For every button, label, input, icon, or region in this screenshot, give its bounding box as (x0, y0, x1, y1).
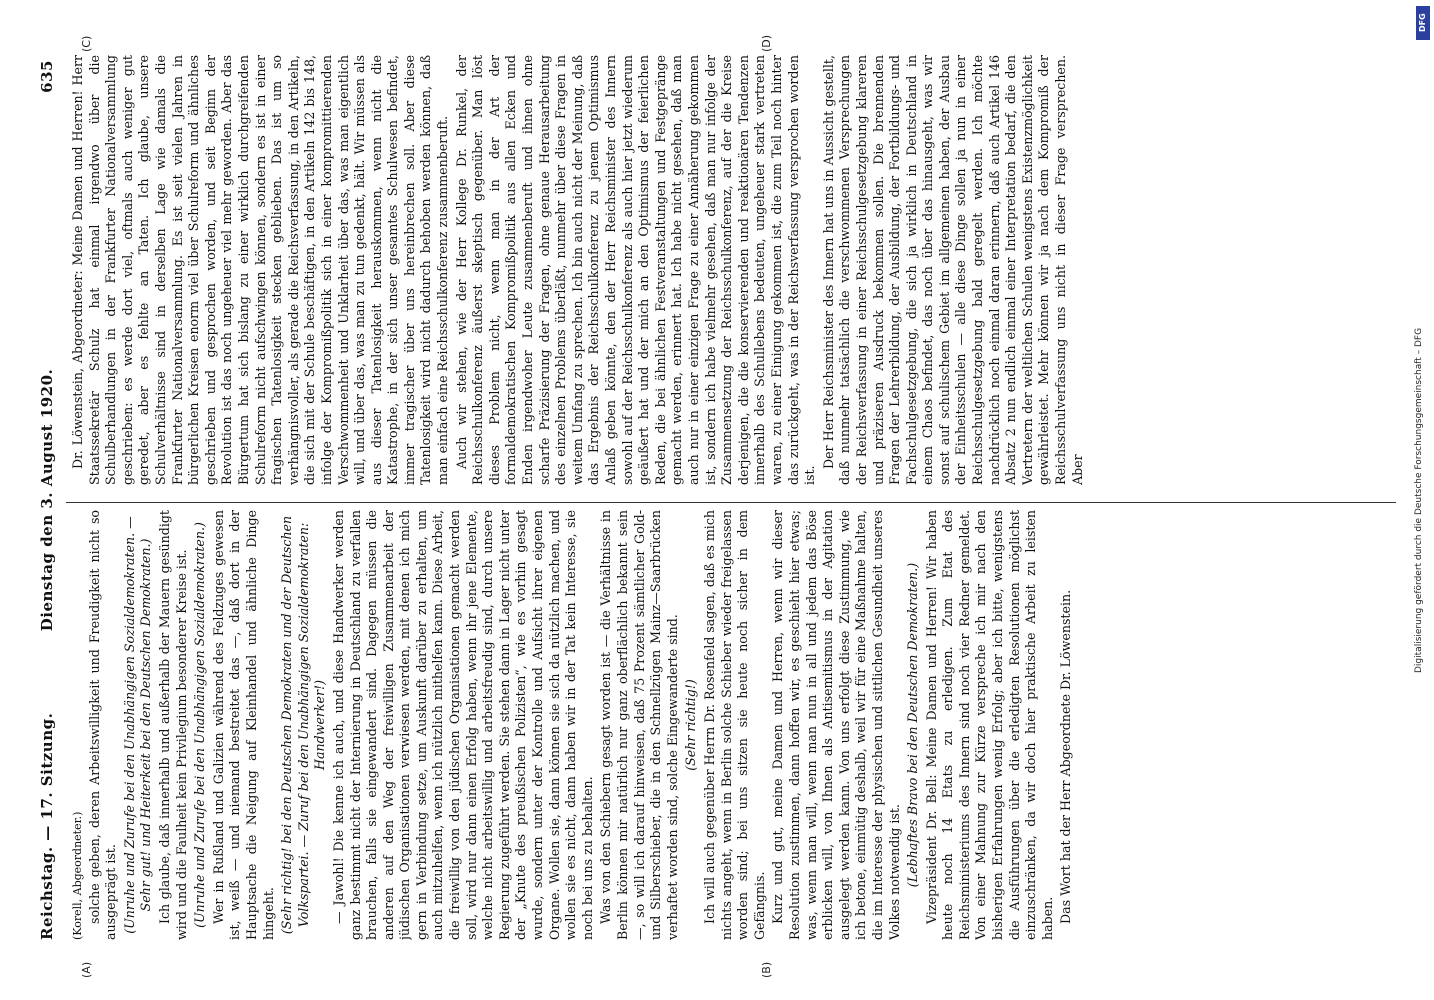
left-paragraph: Was von den Schiebern gesagt worden ist — die Verhältnisse in Berlin können mir natürlich nur ganz oberflächlich bekannt sein —, so will ich darauf hinweisen, daß 75 Prozent sämtlicher Gold- und Silberschieber, die in den Schnellzügen Mainz—Saarbrücken verhaftet worden sind, solche Eingewanderte sind. (598, 510, 680, 940)
dfg-logo: DFG (1416, 6, 1430, 40)
page-header (38, 60, 62, 940)
page-number: 635 (38, 60, 56, 93)
left-paragraph: Ich glaube, daß innerhalb und außerhalb der Mauern gesündigt wird und die Faulheit kein Privilegium besonderer Kreise ist. (156, 510, 189, 940)
left-paragraph: Kurz und gut, meine Damen und Herren, wenn wir dieser Resolution zustimmen, dann hoffen wir, es geschieht hier etwas; was, wenn man will, wenn man nun in all und jedem das Böse erblicken will, von Ihnen als Antisemitismus in der Agitation ausgelegt werden kann. Von uns erfolgt diese Zustimmung, wie ich betone, einmütig deshalb, weil wir für eine Maßnahme halten, die im Interesse der physischen und sittlichen Gesundheit unseres Volkes notwendig ist. (770, 510, 902, 940)
left-interjection: (Unruhe und Zurufe bei den Unabhängigen Sozialdemokraten.) (192, 522, 208, 928)
left-paragraph: Vizepräsident Dr. Bell: Meine Damen und Herren! Wir haben heute noch 14 Etats zu erledigen. Zum Etat des Reichsministeriums des Innern sind noch vier Redner gemeldet. Von einer Mahnung zur Kürze verspreche ich mir nach den bisherigen Erfahrungen wenig Erfolg; aber ich bitte, wenigstens die Ausführungen über die erledigten Resolutionen möglichst einzuschränken, da wir doch hier praktische Arbeit zu leisten haben. (923, 510, 1055, 940)
margin-marker-a: (A) (80, 961, 93, 978)
left-paragraph: — Jawohl! Die kenne ich auch, und diese Handwerker werden ganz bestimmt nicht der Internierung in Deutschland zu verfallen brauchen, falls sie eingewandert sind. Dagegen müssen die anderen auf den Weg der freiwilligen Zusammenarbeit der jüdischen Organisationen verwiesen werden, mit denen ich mich gern in Verbindung setze, um Auskunft darüber zu erhalten, um auch mitzuhelfen, wenn ich nützlich mithelfen kann. Diese Arbeit, die freiwillig von den jüdischen Organisationen gemacht werden soll, wird nur dann einen Erfolg haben, wenn ihr jene Elemente, welche nicht arbeitswillig und arbeitsfreudig sind, durch unsere Regierung zugeführt werden. Sie stehen dann in Lager nicht unter der „Knute des preußischen Polizisten“, wie es vorhin gesagt wurde, sondern unter der Kontrolle und Aufsicht ihrer eigenen Organe. Wollen sie, dann können sie sich da nützlich machen, und wollen sie es nicht, dann haben wir in der Tat kein Interesse, sie noch bei uns zu behalten. (330, 510, 595, 940)
right-paragraph: Dr. Löwenstein, Abgeordneter: Meine Damen und Herren! Herr Staatssekretär Schulz hat einmal irgendwo über die Schulberhandlungen in der Frankfurter Nationalversammlung geschrieben: es werde dort viel, oftmals auch weniger gut geredet, aber es fehlte an Taten. Ich glaube, unsere Schulverhältnisse sind in derselben Lage wie damals die Frankfurter Nationalversammlung. Es ist seit vielen Jahren in bürgerlichen Kreisen enorm viel über Schulreform und ähnliches geschrieben und gesprochen worden, und seit Beginn der Revolution ist das noch ungeheuer viel mehr geworden. Aber das Bürgertum hat sich bislang zu einer wirklich durchgreifenden Schulreform nicht aufschwingen können, sondern es ist in einer fragischen Tatenlosigkeit stecken geblieben. Das ist um so verhängnisvoller, als gerade die Reichsverfassung, in den Artikeln, die sich mit der Schule beschäftigen, in den Artikeln 142 bis 148, infolge der Kompromißpolitik sich in einer kompromittierenden Verschwommenheit und Unklarheit über das, was man eigentlich will, und über das, was man zu tun gedenkt, hält. Wir müssen als aus dieser Tatenlosigkeit herauskommen, wenn nicht die Katastrophe, in der sich unser gesamtes Schulwesen befindet, immer tragischer über uns hereinbrechen soll. Aber diese Tatenlosigkeit wird nicht dadurch behoben werden können, daß man einfach eine Reichsschulkonferenz zusammenberuft. (70, 55, 451, 485)
speaker-tag: (Korell, Abgeordneter.) (71, 811, 84, 940)
header-date: Dienstag den 3. August 1920. (38, 368, 56, 632)
margin-marker-d: (D) (760, 34, 773, 52)
left-paragraph: solche geben, deren Arbeitswilligkeit und Freudigkeit nicht so ausgeprägt ist. (86, 510, 119, 940)
column-divider (66, 502, 1396, 503)
left-paragraph: Wer in Rußland und Galizien während des Feldzuges gewesen ist, weiß — und niemand bestreitet das —, daß dort in der Hauptsache die Neigung auf Kleinhandel und ähnliche Dinge hingeht. (210, 510, 276, 940)
left-paragraph: Ich will auch gegenüber Herrn Dr. Rosenfeld sagen, daß es mich nichts angeht, wenn in Berlin solche Schieber wieder freigelassen worden sind; bei uns sitzen sie heute noch sicher in dem Gefängnis. (701, 510, 767, 940)
margin-marker-c: (C) (80, 35, 93, 52)
right-paragraph: Der Herr Reichsminister des Innern hat uns in Aussicht gestellt, daß nunmehr tatsächlich die verschwommenen Versprechungen der Reichsverfassung in einer Reichsschulgesetzgebung klareren und präziseren Ausdruck bekommen sollen. Die brennenden Fragen der Lehrerbildung, der Ausbildung, der Fortbildungs- und Fachschulgesetzgebung, die sich ja wirklich in Deutschland in einem Chaos befindet, das noch über das hinausgeht, was wir sonst auf schulischem Gebiet im allgemeinen haben, der Ausbau der Einheitsschulen — alle diese Dinge sollen ja nun in einer Reichsschulgesetzgebung bald geregelt werden. Ich möchte nachdrücklich noch einmal daran erinnern, daß auch Artikel 146 Absatz 2 nun endlich einmal einer Interpretation bedarf, die den Vertretern der weltlichen Schulen wenigstens Existenzmöglichkeit gewährleistet. Mehr können wir ja nach dem Kompromiß der Reichsschulverfassung uns nicht in dieser Frage versprechen. Aber (820, 55, 1085, 485)
digitization-note: Digitalisierung gefördert durch die Deutsche Forschungsgemeinschaft – DFG (1414, 327, 1424, 673)
left-interjection: (Sehr richtig!) (683, 679, 699, 771)
margin-marker-b: (B) (760, 961, 773, 978)
right-paragraph: Auch wir stehen, wie der Herr Kollege Dr. Runkel, der Reichsschulkonferenz äußerst skeptisch gegenüber. Man löst dieses Problem nicht, wenn man in der Art der formaldemokratischen Kompromißpolitik aus allen Ecken und Enden irgendwoher Leute zusammenberuft und ihnen ohne scharfe Präzisierung der Fragen, ohne genaue Herausarbeitung des einzelnen Problems überläßt, nunmehr über diese Fragen in weitem Umfang zu sprechen. Ich bin auch nicht der Meinung, daß das Ergebnis der Reichsschulkonferenz zu jenem Optimismus Anlaß geben könnte, den der Herr Reichsminister des Innern sowohl auf der Reichsschulkonferenz als auch hier jetzt wiederum geäußert hat und der mich an den Optimismus der feierlichen Reden, die bei ähnlichen Festveranstaltungen und Festgepränge gemacht werden, erinnert hat. Ich habe nicht gesehen, daß man auch nur in einer einzigen Frage zu einer Annäherung gekommen ist, sondern ich habe vielmehr gesehen, daß man nur infolge der Zusammensetzung der Reichsschulkonferenz, auf der die Kreise derjenigen, die die konservierenden und reaktionären Tendenzen innerhalb des Schullebens bedeuten, ungeheuer stark vertreten waren, zu einer Einigung gekommen ist, die zum Teil noch hinter das zurückgeht, was in der Reichsverfassung versprochen worden ist. (453, 55, 818, 485)
left-interjection: (Unruhe und Zurufe bei den Unabhängigen Sozialdemokraten. — Sehr gut! und Heiterkeit bei den Deutschen Demokraten.) (121, 516, 154, 934)
left-column (70, 510, 1390, 940)
left-interjection: (Lebhaftes Bravo bei den Deutschen Demokraten.) (905, 562, 921, 888)
right-column (70, 55, 1390, 485)
left-interjection: (Sehr richtig! bei den Deutschen Demokraten und der Deutschen Volkspartei. — Zuruf bei den Unabhängigen Sozialdemokraten: Handwerker!) (279, 515, 328, 935)
header-left: Reichstag. — 17. Sitzung. (38, 712, 56, 940)
left-paragraph: Das Wort hat der Herr Abgeordnete Dr. Löwenstein. (1058, 589, 1074, 924)
